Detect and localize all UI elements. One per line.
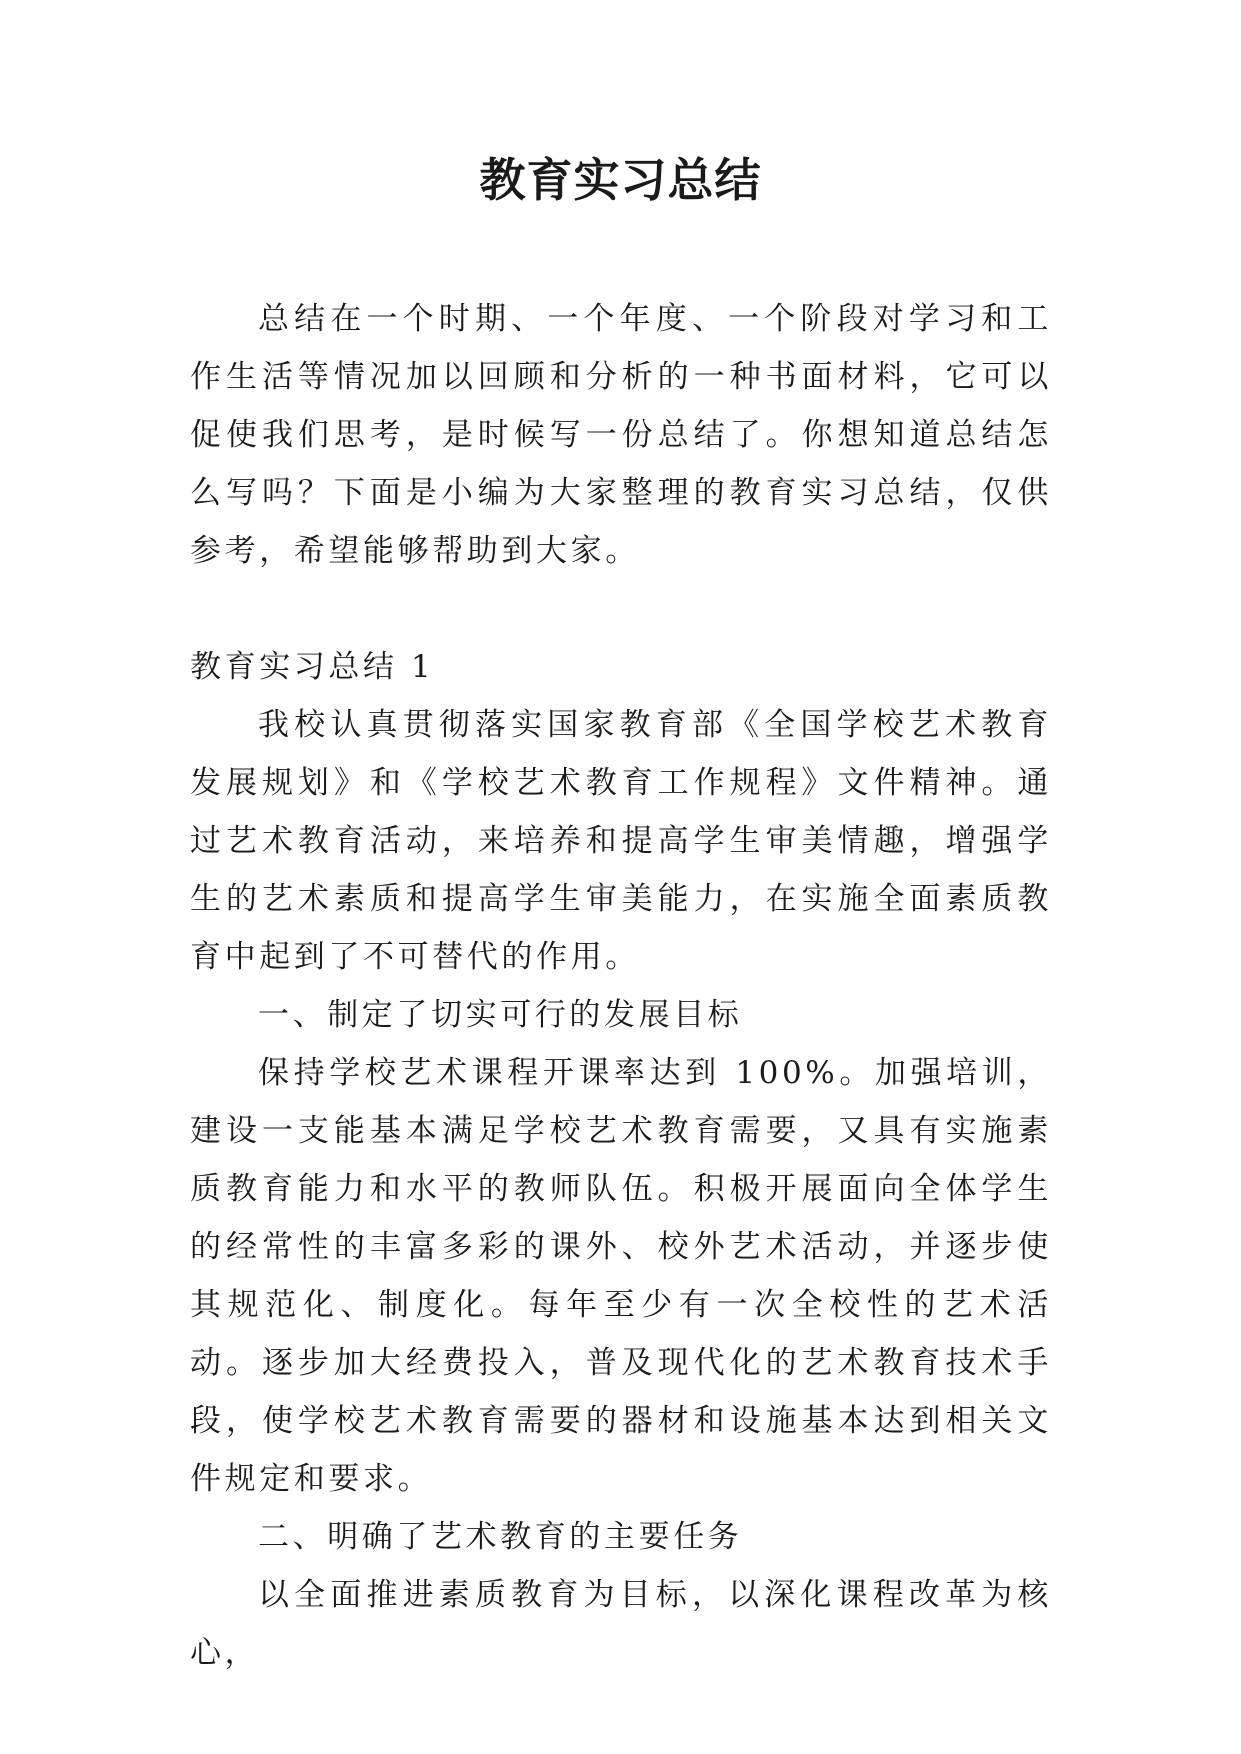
document-body (190, 290, 1052, 1682)
paragraph-3: 以全面推进素质教育为目标，以深化课程改革为核心， (190, 1577, 1052, 1671)
intro-paragraph: 总结在一个时期、一个年度、一个阶段对学习和工作生活等情况加以回顾和分析的一种书面材料，它可以促使我们思考，是时候写一份总结了。你想知道总结怎么写吗？下面是小编为大家整理的教育实习总结，仅供参考，希望能够帮助到大家。 (190, 301, 1052, 569)
subheading-1: 一、制定了切实可行的发展目标 (258, 997, 743, 1033)
document-title: 教育实习总结 (479, 153, 762, 207)
paragraph-2: 保持学校艺术课程开课率达到 100%。加强培训，建设一支能基本满足学校艺术教育需要，又具有实施素质教育能力和水平的教师队伍。积极开展面向全体学生的经常性的丰富多彩的课外、校外艺术活动，并逐步使其规范化、制度化。每年至少有一次全校性的艺术活动。逐步加大经费投入，普及现代化的艺术教育技术手段，使学校艺术教育需要的器材和设施基本达到相关文件规定和要求。 (190, 1055, 1052, 1497)
subheading-2: 二、明确了艺术教育的主要任务 (258, 1519, 743, 1555)
section-heading: 教育实习总结 1 (190, 649, 435, 685)
paragraph-1: 我校认真贯彻落实国家教育部《全国学校艺术教育发展规划》和《学校艺术教育工作规程》文件精神。通过艺术教育活动，来培养和提高学生审美情趣，增强学生的艺术素质和提高学生审美能力，在实施全面素质教育中起到了不可替代的作用。 (190, 707, 1052, 975)
